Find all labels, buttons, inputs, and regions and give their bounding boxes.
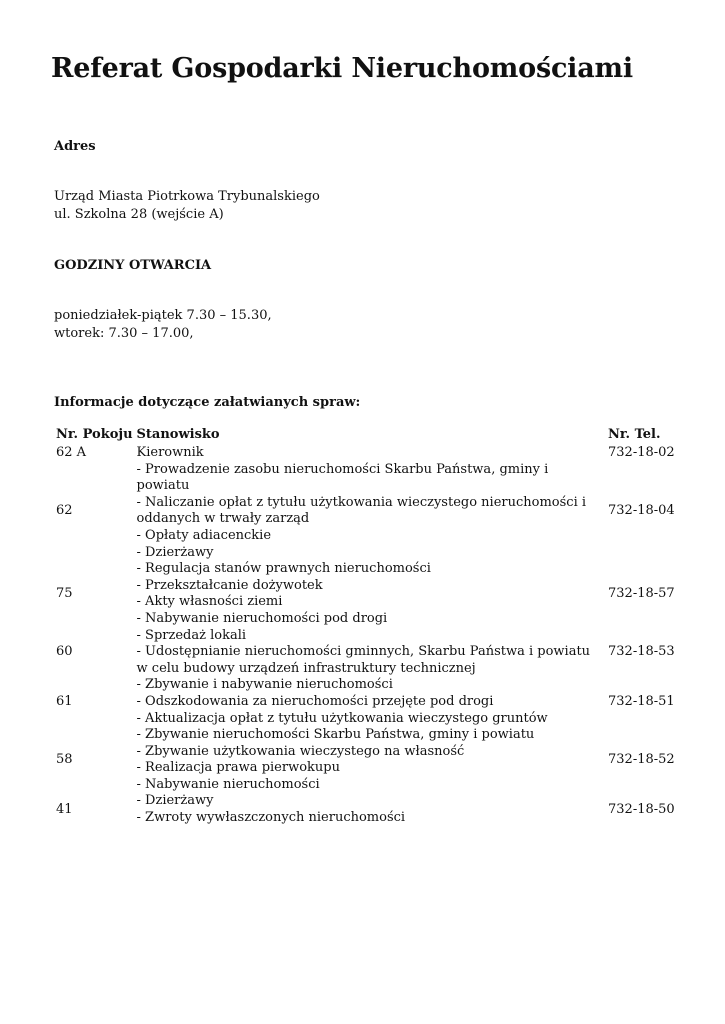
duty-item: - Dzierżawy [136, 544, 214, 560]
duty-item: - Zbywanie użytkowania wieczystego na własność [136, 743, 465, 759]
table-row [54, 793, 680, 826]
duty-item: - Przekształcanie dożywotek [136, 577, 323, 593]
duty-item: - Opłaty adiacenckie [136, 527, 272, 543]
phone-number: 732-18-04 [608, 503, 675, 519]
offices-table [54, 426, 680, 827]
duty-item: - Zwroty wywłaszczonych nieruchomości [136, 810, 406, 826]
position-cell [135, 561, 606, 627]
position-cell [135, 677, 606, 727]
duty-item: - Udostępnianie nieruchomości gminnych, Skarbu Państwa i powiatu w celu budowy urządzeń infrastruktury technicznej [136, 644, 591, 676]
address-line: ul. Szkolna 28 (wejście A) [54, 207, 224, 222]
room-number: 62 A [56, 445, 87, 460]
opening-hours-line: poniedziałek-piątek 7.30 – 15.30, [54, 308, 272, 323]
table-row [54, 561, 680, 627]
opening-hours-heading: GODZINY OTWARCIA [54, 258, 212, 273]
room-number: 62 [56, 503, 73, 519]
duty-item: - Nabywanie nieruchomości [136, 776, 320, 792]
position-cell [135, 628, 606, 678]
table-body [54, 445, 680, 827]
position-cell [135, 727, 606, 793]
table-row [54, 677, 680, 727]
duty-item: Kierownik [136, 445, 204, 460]
duty-item: - Prowadzenie zasobu nieruchomości Skarbu Państwa, gminy i powiatu [136, 461, 549, 494]
info-heading: Informacje dotyczące załatwianych spraw: [54, 395, 361, 410]
phone-number: 732-18-53 [608, 644, 675, 660]
duty-item: - Akty własności ziemi [136, 594, 283, 610]
duty-item: - Naliczanie opłat z tytułu użytkowania wieczystego nieruchomości i oddanych w trwały zarząd [136, 494, 587, 527]
position-cell [135, 462, 606, 562]
duty-item: - Aktualizacja opłat z tytułu użytkowania wieczystego gruntów [136, 710, 548, 726]
duty-item: - Zbywanie i nabywanie nieruchomości [136, 677, 393, 693]
duty-item: - Nabywanie nieruchomości pod drogi [136, 610, 388, 626]
phone-number: 732-18-50 [608, 801, 675, 817]
opening-hours-line: wtorek: 7.30 – 17.00, [54, 326, 194, 341]
table-row [54, 462, 680, 562]
header-room: Nr. Pokoju [56, 427, 133, 443]
duty-item: - Realizacja prawa pierwokupu [136, 760, 340, 776]
page-title: Referat Gospodarki Nieruchomościami [51, 53, 633, 84]
duty-item: - Regulacja stanów prawnych nieruchomości [136, 561, 431, 577]
duty-item: - Zbywanie nieruchomości Skarbu Państwa, gminy i powiatu [136, 727, 535, 743]
table-row [54, 445, 680, 462]
address-heading: Adres [54, 139, 96, 154]
position-cell [135, 793, 606, 826]
phone-number: 732-18-51 [608, 693, 675, 709]
room-number: 58 [56, 751, 73, 767]
phone-number: 732-18-52 [608, 751, 675, 767]
table-row [54, 727, 680, 793]
opening-hours-block [54, 307, 272, 343]
phone-number: 732-18-02 [608, 445, 675, 460]
position-cell [135, 445, 606, 462]
duty-item: - Sprzedaż lokali [136, 627, 247, 643]
table-header-row [54, 426, 680, 445]
room-number: 41 [56, 801, 73, 817]
room-number: 61 [56, 693, 73, 709]
room-number: 75 [56, 586, 73, 602]
header-position: Stanowisko [136, 427, 220, 443]
header-phone: Nr. Tel. [608, 427, 661, 443]
duty-item: - Dzierżawy [136, 793, 214, 809]
duty-item: - Odszkodowania za nieruchomości przejęte pod drogi [136, 693, 494, 709]
address-line: Urząd Miasta Piotrkowa Trybunalskiego [54, 189, 320, 204]
phone-number: 732-18-57 [608, 586, 675, 602]
address-block [54, 188, 320, 224]
room-number: 60 [56, 644, 73, 660]
table-row [54, 628, 680, 678]
